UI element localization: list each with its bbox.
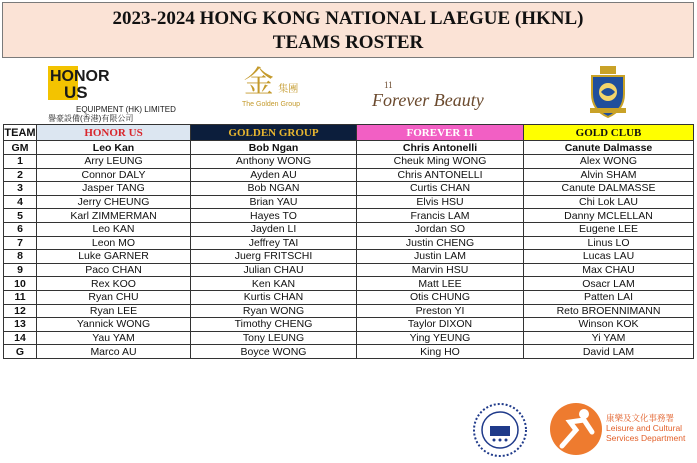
player-cell: Brian YAU	[191, 195, 357, 209]
svg-text:US: US	[64, 83, 88, 100]
golden-group-mark	[226, 66, 316, 100]
honor-us-logo	[48, 66, 188, 123]
player-cell: Leon MO	[37, 236, 191, 250]
page-title: 2023-2024 HONG KONG NATIONAL LAEGUE (HKNL)	[112, 8, 584, 29]
player-cell: Tony LEUNG	[191, 331, 357, 345]
golden-group-subtitle: The Golden Group	[242, 101, 300, 108]
table-row	[4, 331, 694, 345]
team-label: TEAM	[4, 126, 36, 139]
player-cell: Reto BROENNIMANN	[524, 304, 694, 318]
team-header-row	[4, 125, 694, 141]
player-cell: Preston YI	[357, 304, 524, 318]
player-cell: Julian CHAU	[191, 263, 357, 277]
svg-text:HONOR: HONOR	[50, 68, 110, 85]
player-cell: Jayden LI	[191, 222, 357, 236]
pick-number: 11	[4, 290, 37, 304]
player-cell: Winson KOK	[524, 318, 694, 332]
honor-us-subtitle-zh: 譽豪設備(香港)有限公司	[48, 114, 134, 123]
pick-number: 4	[4, 195, 37, 209]
lcsd-name-en-1: Leisure and Cultural	[606, 423, 683, 433]
player-cell: Cheuk Ming WONG	[357, 155, 524, 169]
player-cell: Paco CHAN	[37, 263, 191, 277]
player-cell: Ayden AU	[191, 168, 357, 182]
forever-beauty-wordmark: Forever Beauty	[372, 90, 484, 110]
table-row	[4, 155, 694, 169]
player-cell: Kurtis CHAN	[191, 290, 357, 304]
honor-us-subtitle-en: EQUIPMENT (HK) LIMITED	[76, 105, 176, 114]
golden-group-name-zh: 集團	[278, 84, 299, 95]
lcsd-runner-icon	[548, 400, 604, 458]
player-cell: Connor DALY	[37, 168, 191, 182]
pick-number: 12	[4, 304, 37, 318]
table-row	[4, 318, 694, 332]
table-row	[4, 345, 694, 359]
player-cell: Osacr LAM	[524, 277, 694, 291]
player-cell: Jerry CHEUNG	[37, 195, 191, 209]
pick-number: 2	[4, 168, 37, 182]
player-cell: Luke GARNER	[37, 250, 191, 264]
team-gold-club: GOLD CLUB	[524, 125, 694, 141]
table-row	[4, 209, 694, 223]
gm-row	[4, 141, 694, 155]
gm-honor-us: Leo Kan	[37, 141, 191, 155]
player-cell: Ryan WONG	[191, 304, 357, 318]
forever-beauty-logo	[372, 80, 522, 116]
table-row	[4, 277, 694, 291]
table-row	[4, 182, 694, 196]
honor-us-logo-mark	[48, 66, 156, 100]
player-cell: Yau YAM	[37, 331, 191, 345]
player-cell: Anthony WONG	[191, 155, 357, 169]
lcsd-name-en-2: Services Department	[606, 433, 686, 443]
player-cell: Alex WONG	[524, 155, 694, 169]
player-cell: Arry LEUNG	[37, 155, 191, 169]
player-cell: King HO	[357, 345, 524, 359]
pick-number: 13	[4, 318, 37, 332]
gm-forever-11: Chris Antonelli	[357, 141, 524, 155]
crest-icon	[586, 66, 630, 118]
player-cell: Karl ZIMMERMAN	[37, 209, 191, 223]
lcsd-logo	[548, 400, 694, 458]
player-cell: Jordan SO	[357, 222, 524, 236]
player-cell: Justin LAM	[357, 250, 524, 264]
player-cell: Linus LO	[524, 236, 694, 250]
table-row	[4, 290, 694, 304]
player-cell: Francis LAM	[357, 209, 524, 223]
player-cell: Hayes TO	[191, 209, 357, 223]
golden-group-char: 金	[243, 65, 274, 100]
player-cell: Patten LAI	[524, 290, 694, 304]
page-subtitle: TEAMS ROSTER	[272, 32, 424, 53]
table-row	[4, 263, 694, 277]
player-cell: Justin CHENG	[357, 236, 524, 250]
pick-number: 14	[4, 331, 37, 345]
pick-number: 10	[4, 277, 37, 291]
pick-number: 6	[4, 222, 37, 236]
table-row	[4, 222, 694, 236]
player-cell: Boyce WONG	[191, 345, 357, 359]
player-cell: Ryan LEE	[37, 304, 191, 318]
player-cell: Jeffrey TAI	[191, 236, 357, 250]
pick-number: G	[4, 345, 37, 359]
pick-number: 9	[4, 263, 37, 277]
player-cell: Alvin SHAM	[524, 168, 694, 182]
player-cell: Canute DALMASSE	[524, 182, 694, 196]
pick-number: 5	[4, 209, 37, 223]
player-cell: Chris ANTONELLI	[357, 168, 524, 182]
golden-group-logo	[226, 66, 316, 116]
player-cell: Eugene LEE	[524, 222, 694, 236]
player-cell: Jasper TANG	[37, 182, 191, 196]
player-cell: Leo KAN	[37, 222, 191, 236]
pick-number: 8	[4, 250, 37, 264]
player-cell: Marvin HSU	[357, 263, 524, 277]
pick-number: 7	[4, 236, 37, 250]
table-row	[4, 304, 694, 318]
player-cell: Marco AU	[37, 345, 191, 359]
player-cell: Yi YAM	[524, 331, 694, 345]
player-cell: Timothy CHENG	[191, 318, 357, 332]
table-row	[4, 168, 694, 182]
player-cell: Ryan CHU	[37, 290, 191, 304]
player-cell: Curtis CHAN	[357, 182, 524, 196]
forever-beauty-number: 11	[384, 80, 393, 90]
player-cell: Bob NGAN	[191, 182, 357, 196]
player-cell: Matt LEE	[357, 277, 524, 291]
player-cell: Elvis HSU	[357, 195, 524, 209]
player-cell: Otis CHUNG	[357, 290, 524, 304]
player-cell: Juerg FRITSCHI	[191, 250, 357, 264]
lcsd-text	[606, 413, 685, 443]
player-cell: Ying YEUNG	[357, 331, 524, 345]
roster-table	[3, 124, 694, 359]
team-honor-us: HONOR US	[37, 125, 191, 141]
title-banner	[2, 2, 694, 58]
pick-number: 1	[4, 155, 37, 169]
table-row	[4, 236, 694, 250]
player-cell: Lucas LAU	[524, 250, 694, 264]
gm-label: GM	[4, 141, 37, 155]
team-forever-11: FOREVER 11	[357, 125, 524, 141]
player-cell: Rex KOO	[37, 277, 191, 291]
gm-golden-group: Bob Ngan	[191, 141, 357, 155]
table-row	[4, 250, 694, 264]
player-cell: Max CHAU	[524, 263, 694, 277]
team-golden-group: GOLDEN GROUP	[191, 125, 357, 141]
gm-gold-club: Canute Dalmasse	[524, 141, 694, 155]
player-cell: Chi Lok LAU	[524, 195, 694, 209]
pick-number: 3	[4, 182, 37, 196]
player-cell: Danny MCLELLAN	[524, 209, 694, 223]
association-seal-icon	[470, 402, 530, 458]
player-cell: Yannick WONG	[37, 318, 191, 332]
roster-body	[4, 125, 694, 359]
player-cell: Ken KAN	[191, 277, 357, 291]
player-cell: David LAM	[524, 345, 694, 359]
player-cell: Taylor DIXON	[357, 318, 524, 332]
lcsd-name-zh: 康樂及文化事務署	[606, 413, 675, 423]
table-row	[4, 195, 694, 209]
